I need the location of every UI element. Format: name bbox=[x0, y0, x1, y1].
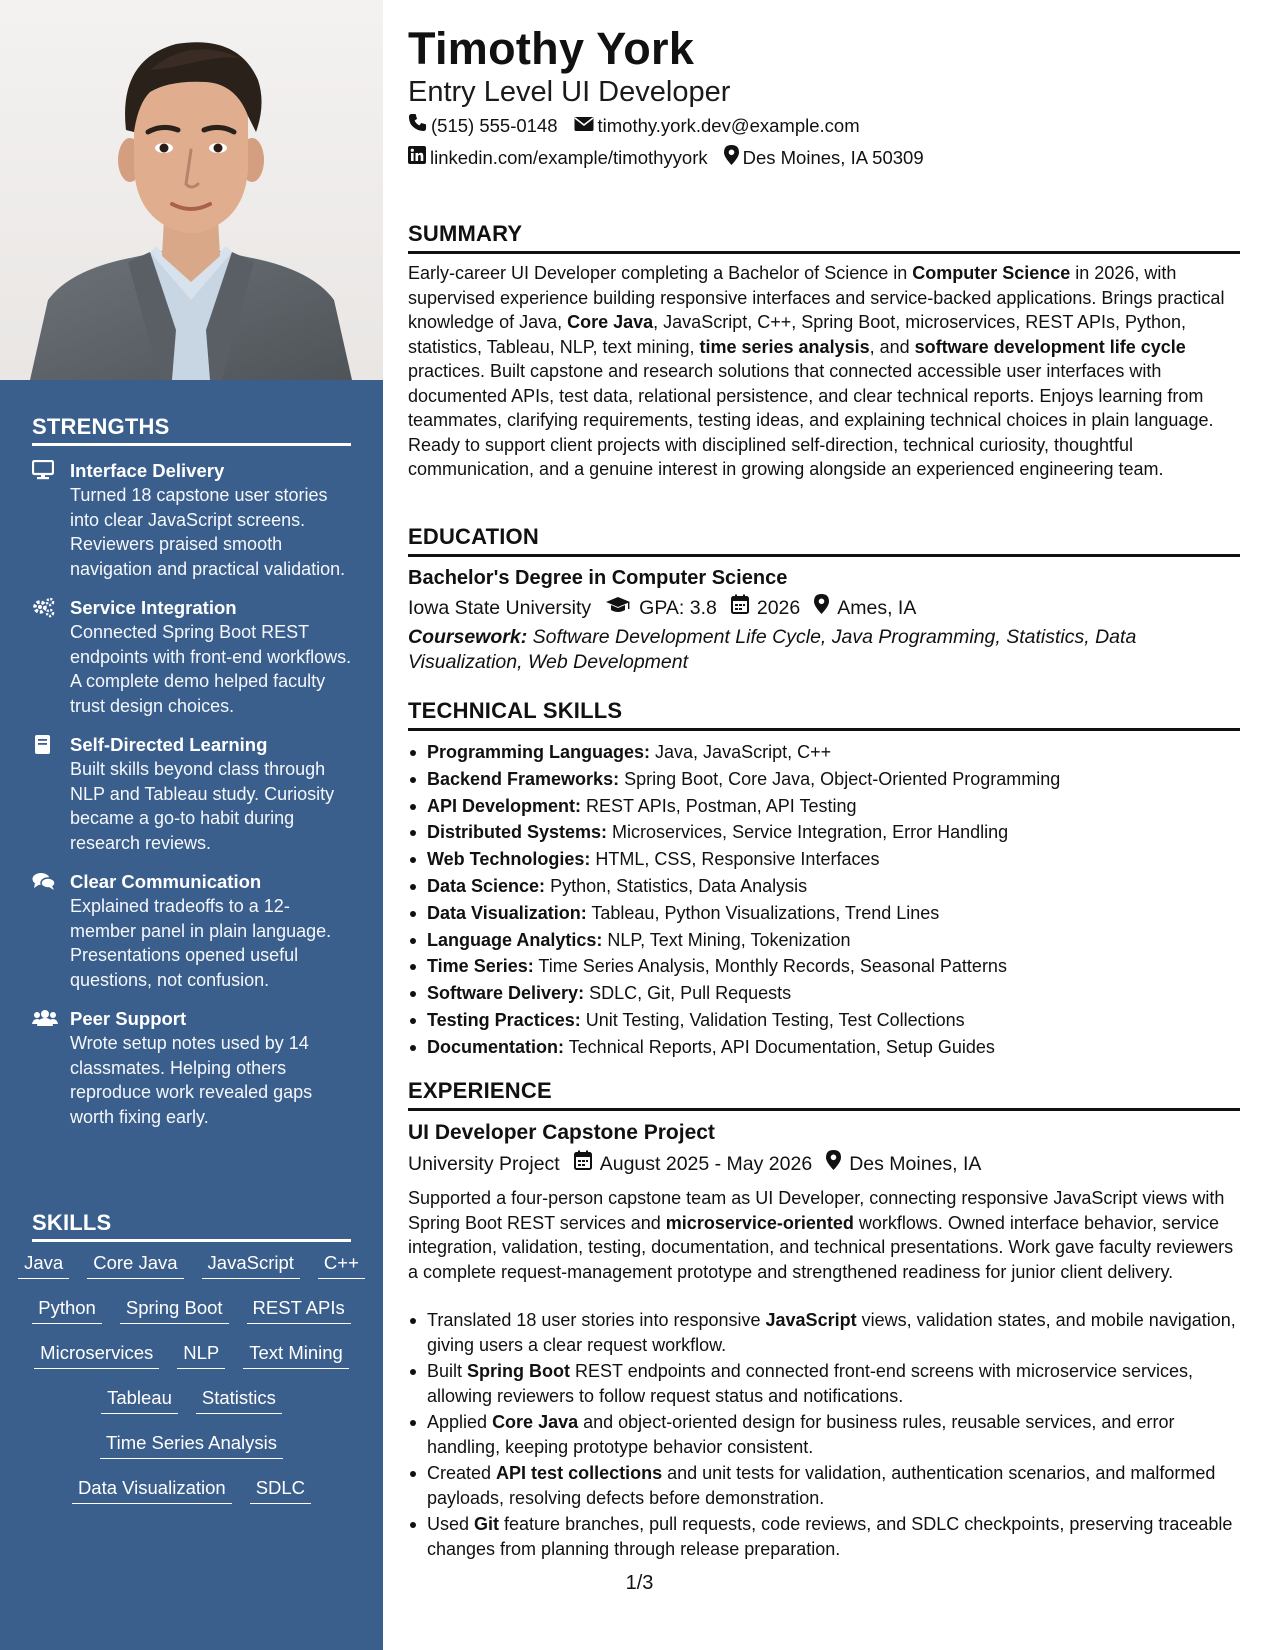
edu-location-text: Ames, IA bbox=[837, 596, 917, 619]
skill-row bbox=[32, 1430, 351, 1475]
skill-row bbox=[32, 1475, 351, 1520]
calendar-icon bbox=[731, 594, 757, 621]
book-icon bbox=[32, 734, 56, 756]
strength-item bbox=[32, 1006, 352, 1129]
phone-icon bbox=[408, 113, 431, 138]
list-item: Data Science: Python, Statistics, Data Analysis bbox=[408, 873, 1240, 900]
experience-description: Supported a four-person capstone team as UI Developer, connecting responsive JavaScript views with Spring Boot REST services and microservice-oriented workflows. Owned interface behavior, service integration, validation, testing, documentation, and technical presentations. Work gave faculty reviewers a complete request-management prototype and strengthened readiness for junior client delivery. bbox=[408, 1188, 1234, 1282]
email-link[interactable]: timothy.york.dev@example.com bbox=[597, 114, 860, 136]
degree-title: Bachelor's Degree in Computer Science bbox=[408, 567, 788, 589]
strength-item bbox=[32, 732, 352, 855]
list-item: Web Technologies: HTML, CSS, Responsive Interfaces bbox=[408, 846, 1240, 873]
experience-role: UI Developer Capstone Project bbox=[408, 1121, 715, 1144]
gpa-item bbox=[605, 595, 717, 621]
organization-name: University Project bbox=[408, 1152, 560, 1175]
skill-row bbox=[32, 1385, 351, 1430]
map-pin-icon bbox=[814, 594, 837, 621]
list-item: Distributed Systems: Microservices, Service Integration, Error Handling bbox=[408, 819, 1240, 846]
linkedin-link[interactable]: linkedin.com/example/timothyyork bbox=[430, 147, 708, 168]
coursework-label: Coursework: bbox=[408, 626, 528, 648]
list-item: Time Series: Time Series Analysis, Monthly Records, Seasonal Patterns bbox=[408, 953, 1240, 980]
strength-description: Turned 18 capstone user stories into clear JavaScript screens. Reviewers praised smooth navigation and practical validation. bbox=[70, 485, 346, 579]
skill-tag: Text Mining bbox=[243, 1340, 349, 1369]
coursework bbox=[408, 625, 1240, 674]
location-text: Des Moines, IA 50309 bbox=[742, 147, 924, 168]
strength-item bbox=[32, 595, 352, 718]
list-item: Backend Frameworks: Spring Boot, Core Java, Object-Oriented Programming bbox=[408, 766, 1240, 793]
strength-title: Interface Delivery bbox=[70, 460, 225, 481]
contact-row bbox=[408, 113, 876, 138]
list-item: Software Delivery: SDLC, Git, Pull Requests bbox=[408, 980, 1240, 1007]
skill-tag: JavaScript bbox=[202, 1250, 300, 1279]
education-meta bbox=[408, 594, 930, 621]
email-contact[interactable] bbox=[574, 114, 860, 138]
skill-tags bbox=[24, 1250, 359, 1520]
experience-meta bbox=[408, 1150, 995, 1177]
skills-heading: SKILLS bbox=[32, 1210, 351, 1242]
skill-tag: C++ bbox=[318, 1250, 365, 1279]
skill-tag: Time Series Analysis bbox=[100, 1430, 283, 1459]
sidebar bbox=[0, 0, 383, 1650]
profile-photo bbox=[0, 0, 383, 380]
skill-tag: NLP bbox=[177, 1340, 225, 1369]
strength-description: Wrote setup notes used by 14 classmates. Helping others reproduce work revealed gaps worth fixing early. bbox=[70, 1033, 313, 1127]
summary-heading: SUMMARY bbox=[408, 221, 1240, 254]
strengths-heading: STRENGTHS bbox=[32, 414, 351, 446]
gpa-text: GPA: 3.8 bbox=[639, 596, 717, 619]
year-text: 2026 bbox=[756, 596, 801, 619]
coursework-list: Software Development Life Cycle, Java Programming, Statistics, Data Visualization, Web Development bbox=[408, 626, 1137, 673]
experience-bullets bbox=[408, 1308, 1240, 1563]
skill-tag: REST APIs bbox=[247, 1295, 351, 1324]
strengths-list bbox=[32, 458, 352, 1143]
strength-item bbox=[32, 458, 352, 581]
skill-tag: Tableau bbox=[101, 1385, 178, 1414]
skill-tag: Statistics bbox=[196, 1385, 282, 1414]
list-item: Applied Core Java and object-oriented design for business rules, reusable services, and error handling, keeping prototype behavior consistent. bbox=[408, 1410, 1240, 1459]
comments-icon bbox=[32, 871, 56, 893]
skill-tag: Spring Boot bbox=[120, 1295, 229, 1324]
list-item: Created API test collections and unit tests for validation, authentication scenarios, and malformed payloads, resolving defects before demonstration. bbox=[408, 1461, 1240, 1510]
strength-description: Explained tradeoffs to a 12-member panel in plain language. Presentations opened useful questions, not confusion. bbox=[70, 896, 332, 990]
technical-skills-heading: TECHNICAL SKILLS bbox=[408, 698, 1240, 731]
strength-title: Clear Communication bbox=[70, 871, 262, 892]
skill-tag: Python bbox=[32, 1295, 102, 1324]
strength-title: Service Integration bbox=[70, 597, 237, 618]
job-title: Entry Level UI Developer bbox=[408, 76, 731, 108]
map-pin-icon bbox=[724, 145, 743, 171]
strength-title: Self-Directed Learning bbox=[70, 734, 268, 755]
education-heading: EDUCATION bbox=[408, 524, 1240, 557]
linkedin-icon bbox=[408, 146, 430, 170]
skill-row bbox=[32, 1340, 351, 1385]
skill-tag: Java bbox=[18, 1250, 69, 1279]
skill-row bbox=[32, 1295, 351, 1340]
strength-description: Connected Spring Boot REST endpoints with front-end workflows. A complete demo helped faculty trust design choices. bbox=[70, 622, 352, 716]
page-number: 1/3 bbox=[625, 1572, 654, 1594]
phone-contact bbox=[408, 113, 558, 138]
users-icon bbox=[32, 1008, 56, 1030]
technical-skills-list bbox=[408, 739, 1240, 1061]
list-item: Built Spring Boot REST endpoints and connected front-end screens with microservice services, allowing reviewers to follow request status and notifications. bbox=[408, 1359, 1240, 1408]
list-item: Language Analytics: NLP, Text Mining, Tokenization bbox=[408, 927, 1240, 954]
dates-text: August 2025 - May 2026 bbox=[599, 1152, 813, 1175]
strength-title: Peer Support bbox=[70, 1008, 187, 1029]
school-name: Iowa State University bbox=[408, 596, 592, 619]
skill-tag: SDLC bbox=[250, 1475, 311, 1504]
edu-location-item bbox=[814, 594, 916, 621]
contact-row-2 bbox=[408, 145, 940, 171]
summary-text: Early-career UI Developer completing a Bachelor of Science in Computer Science in 2026, with supervised experience building responsive interfaces and service-backed applications. Brings practical knowledge of Java, Core Java, JavaScript, C++, Spring Boot, microservices, REST APIs, Python, statistics, Tableau, NLP, text mining, time series analysis, and software development life cycle practices. Built capstone and research solutions that connected accessible user interfaces with documented APIs, test data, relational persistence, and clear technical reports. Enjoys learning from teammates, clarifying requirements, testing ideas, and explaining technical choices in plain language. Ready to support client projects with disciplined self-direction, technical curiosity, thoughtful communication, and a genuine interest in growing alongside an experienced engineering team. bbox=[408, 263, 1225, 479]
list-item: Programming Languages: Java, JavaScript, C++ bbox=[408, 739, 1240, 766]
skill-row bbox=[24, 1250, 359, 1295]
location-contact bbox=[724, 145, 924, 171]
gears-icon bbox=[32, 597, 56, 619]
portrait-illustration bbox=[0, 0, 383, 380]
list-item: Data Visualization: Tableau, Python Visualizations, Trend Lines bbox=[408, 900, 1240, 927]
list-item: Translated 18 user stories into responsive JavaScript views, validation states, and mobile navigation, giving users a clear request workflow. bbox=[408, 1308, 1240, 1357]
list-item: API Development: REST APIs, Postman, API Testing bbox=[408, 793, 1240, 820]
calendar-icon bbox=[574, 1150, 600, 1177]
exp-location-text: Des Moines, IA bbox=[849, 1152, 982, 1175]
linkedin-contact[interactable] bbox=[408, 146, 708, 170]
list-item: Used Git feature branches, pull requests, code reviews, and SDLC checkpoints, preserving traceable changes from planning through release preparation. bbox=[408, 1512, 1240, 1561]
skill-tag: Data Visualization bbox=[72, 1475, 232, 1504]
list-item: Testing Practices: Unit Testing, Validation Testing, Test Collections bbox=[408, 1007, 1240, 1034]
experience-heading: EXPERIENCE bbox=[408, 1078, 1240, 1111]
skill-tag: Microservices bbox=[34, 1340, 159, 1369]
envelope-icon bbox=[574, 114, 598, 138]
candidate-name: Timothy York bbox=[408, 23, 695, 74]
skill-tag: Core Java bbox=[87, 1250, 183, 1279]
strength-description: Built skills beyond class through NLP and Tableau study. Curiosity became a go-to habit during research reviews. bbox=[70, 759, 335, 853]
graduation-cap-icon bbox=[605, 595, 639, 621]
phone-text: (515) 555-0148 bbox=[431, 114, 558, 136]
exp-location-item bbox=[826, 1150, 981, 1177]
monitor-icon bbox=[32, 460, 56, 482]
map-pin-icon bbox=[826, 1150, 849, 1177]
strength-item bbox=[32, 869, 352, 992]
year-item bbox=[731, 594, 800, 621]
list-item: Documentation: Technical Reports, API Documentation, Setup Guides bbox=[408, 1034, 1240, 1061]
dates-item bbox=[574, 1150, 812, 1177]
